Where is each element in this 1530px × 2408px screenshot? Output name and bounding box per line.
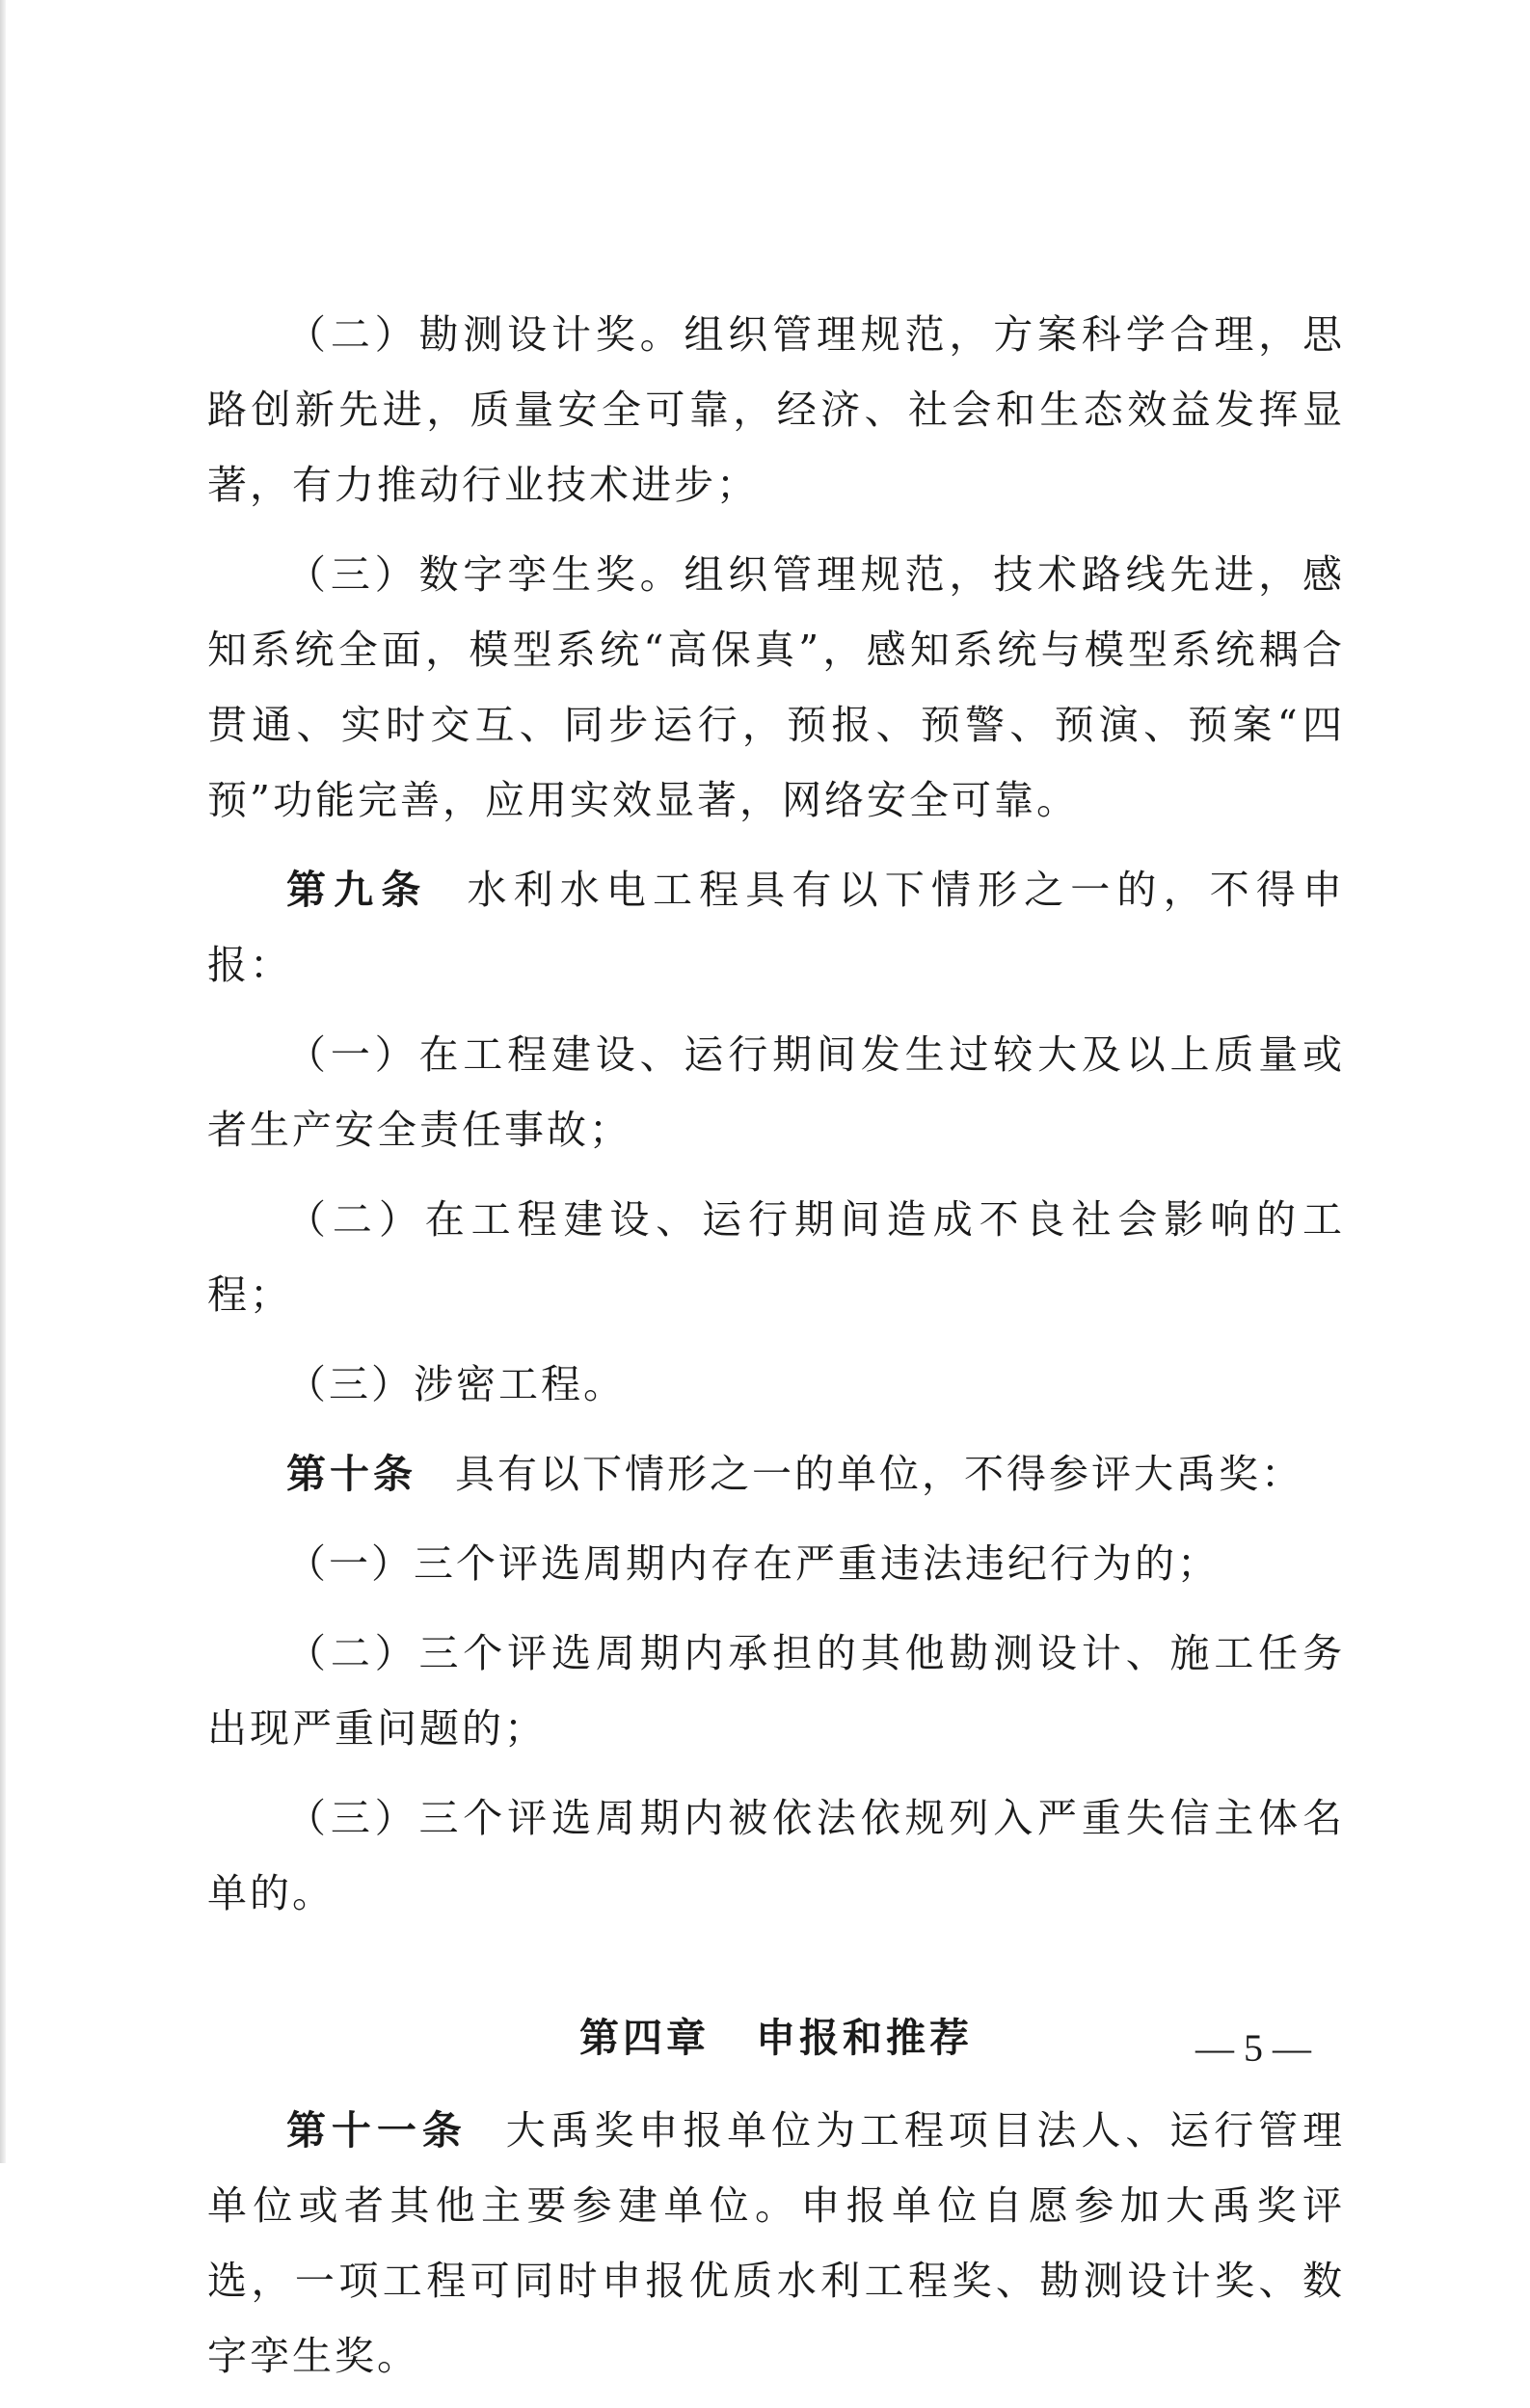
article-10-item-1: （一）三个评选周期内存在严重违法违纪行为的； bbox=[286, 1540, 1220, 1587]
article-10-item-3: （三）三个评选周期内被依法依规列入严重失信主体名单的。 bbox=[207, 1795, 1345, 1916]
article-10: 第十条 具有以下情形之一的单位，不得参评大禹奖： bbox=[286, 1451, 1303, 1497]
scan-edge bbox=[0, 0, 6, 2163]
article-9: 第九条 水利水电工程具有以下情形之一的，不得申报： bbox=[207, 867, 1346, 988]
paragraph-survey-design-award: （二）勘测设计奖。组织管理规范，方案科学合理，思路创新先进，质量安全可靠，经济、社会和生态效益发挥显著，有力推动行业技术进步； bbox=[207, 311, 1345, 508]
paragraph-digital-twin-award: （三）数字孪生奖。组织管理规范，技术路线先进，感知系统全面，模型系统“高保真”，感知系统与模型系统耦合贯通、实时交互、同步运行，预报、预警、预演、预案“四预”功能完善，应用实效显著，网络安全可靠。 bbox=[207, 551, 1345, 823]
chapter-title: 申报和推荐 bbox=[756, 2015, 973, 2061]
chapter-number: 第四章 bbox=[579, 2015, 710, 2061]
article-9-item-3: （三）涉密工程。 bbox=[286, 1361, 626, 1407]
chapter-heading bbox=[207, 2000, 1345, 2075]
article-9-item-1: （一）在工程建设、运行期间发生过较大及以上质量或者生产安全责任事故； bbox=[207, 1031, 1345, 1153]
article-heading: 第十条 bbox=[286, 1451, 416, 1497]
article-heading: 第十一条 bbox=[286, 2107, 468, 2154]
article-9-item-2: （二）在工程建设、运行期间造成不良社会影响的工程； bbox=[207, 1196, 1345, 1318]
body-text bbox=[207, 297, 1345, 2408]
page-number: — 5 — bbox=[1195, 2026, 1311, 2070]
article-10-item-2: （二）三个评选周期内承担的其他勘测设计、施工任务出现严重问题的； bbox=[207, 1630, 1345, 1752]
article-11: 第十一条 大禹奖申报单位为工程项目法人、运行管理单位或者其他主要参建单位。申报单位自愿参加大禹奖评选，一项工程可同时申报优质水利工程奖、勘测设计奖、数字孪生奖。 bbox=[207, 2107, 1346, 2379]
article-heading: 第九条 bbox=[286, 867, 429, 913]
